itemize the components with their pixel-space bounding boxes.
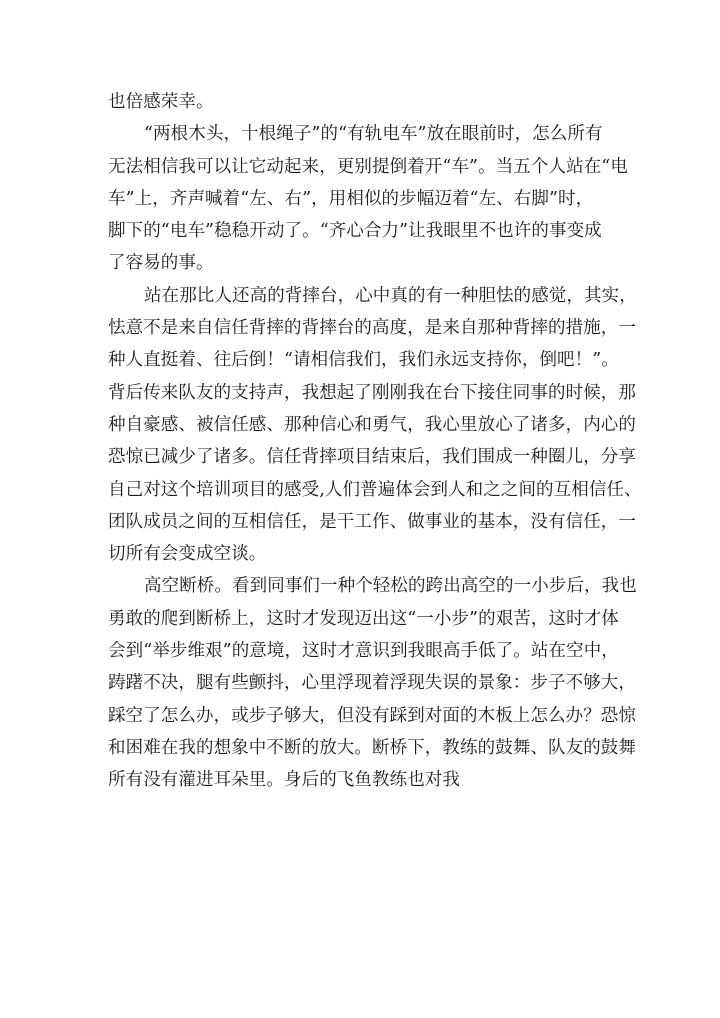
text-line-20: 踩空了怎么办，或步子够大，但没有踩到对面的木板上怎么办？恐惊 [108, 705, 636, 726]
text-line-17: 勇敢的爬到断桥上，这时才发现迈出这“一小步”的艰苦，这时才体 [108, 608, 619, 629]
text-line-19: 踌躇不决，腿有些颤抖，心里浮现着浮现失误的景象：步子不够大， [108, 673, 636, 694]
text-line-11: 种自豪感、被信任感、那种信心和勇气，我心里放心了诸多，内心的 [108, 414, 636, 435]
text-line-6: 了容易的事。 [108, 253, 214, 274]
text-line-8: 怯意不是来自信任背摔的背摔台的高度，是来自那种背摔的措施，一 [108, 318, 636, 339]
text-line-21: 和困难在我的想象中不断的放大。断桥下，教练的鼓舞、队友的鼓舞 [108, 737, 636, 758]
text-line-7: 站在那比人还高的背摔台，心中真的有一种胆怯的感觉，其实， [144, 285, 637, 306]
text-line-14: 团队成员之间的互相信任，是干工作、做事业的基本，没有信任，一 [108, 511, 636, 532]
text-line-18: 会到“举步维艰”的意境，这时才意识到我眼高手低了。站在空中， [108, 641, 619, 662]
text-line-5: 脚下的“电车”稳稳开动了。“齐心合力”让我眼里不也许的事变成 [108, 221, 602, 242]
text-line-9: 种人直挺着、往后倒！“请相信我们，我们永远支持你，倒吧！”。 [108, 350, 619, 371]
text-line-22: 所有没有灌进耳朵里。身后的飞鱼教练也对我 [108, 770, 460, 791]
text-line-4: 车”上，齐声喊着“左、右”，用相似的步幅迈着“左、右脚”时， [108, 188, 594, 209]
text-line-3: 无法相信我可以让它动起来，更别提倒着开“车”。当五个人站在“电 [108, 156, 628, 177]
text-line-1: 也倍感荣幸。 [108, 92, 214, 112]
text-line-15: 切所有会变成空谈。 [108, 544, 267, 565]
text-line-16: 高空断桥。看到同事们一种个轻松的跨出高空的一小步后，我也 [144, 576, 637, 597]
text-line-10: 背后传来队友的支持声，我想起了刚刚我在台下接住同事的时候，那 [108, 382, 636, 403]
text-line-2: “两根木头，十根绳子”的“有轨电车”放在眼前时，怎么所有 [144, 124, 603, 145]
text-line-13: 自己对这个培训项目的感受,人们普遍体会到人和之之间的互相信任、 [108, 479, 642, 500]
body-text [108, 86, 642, 797]
text-line-12: 恐惊已减少了诸多。信任背摔项目结束后，我们围成一种圈儿，分享 [108, 447, 636, 468]
